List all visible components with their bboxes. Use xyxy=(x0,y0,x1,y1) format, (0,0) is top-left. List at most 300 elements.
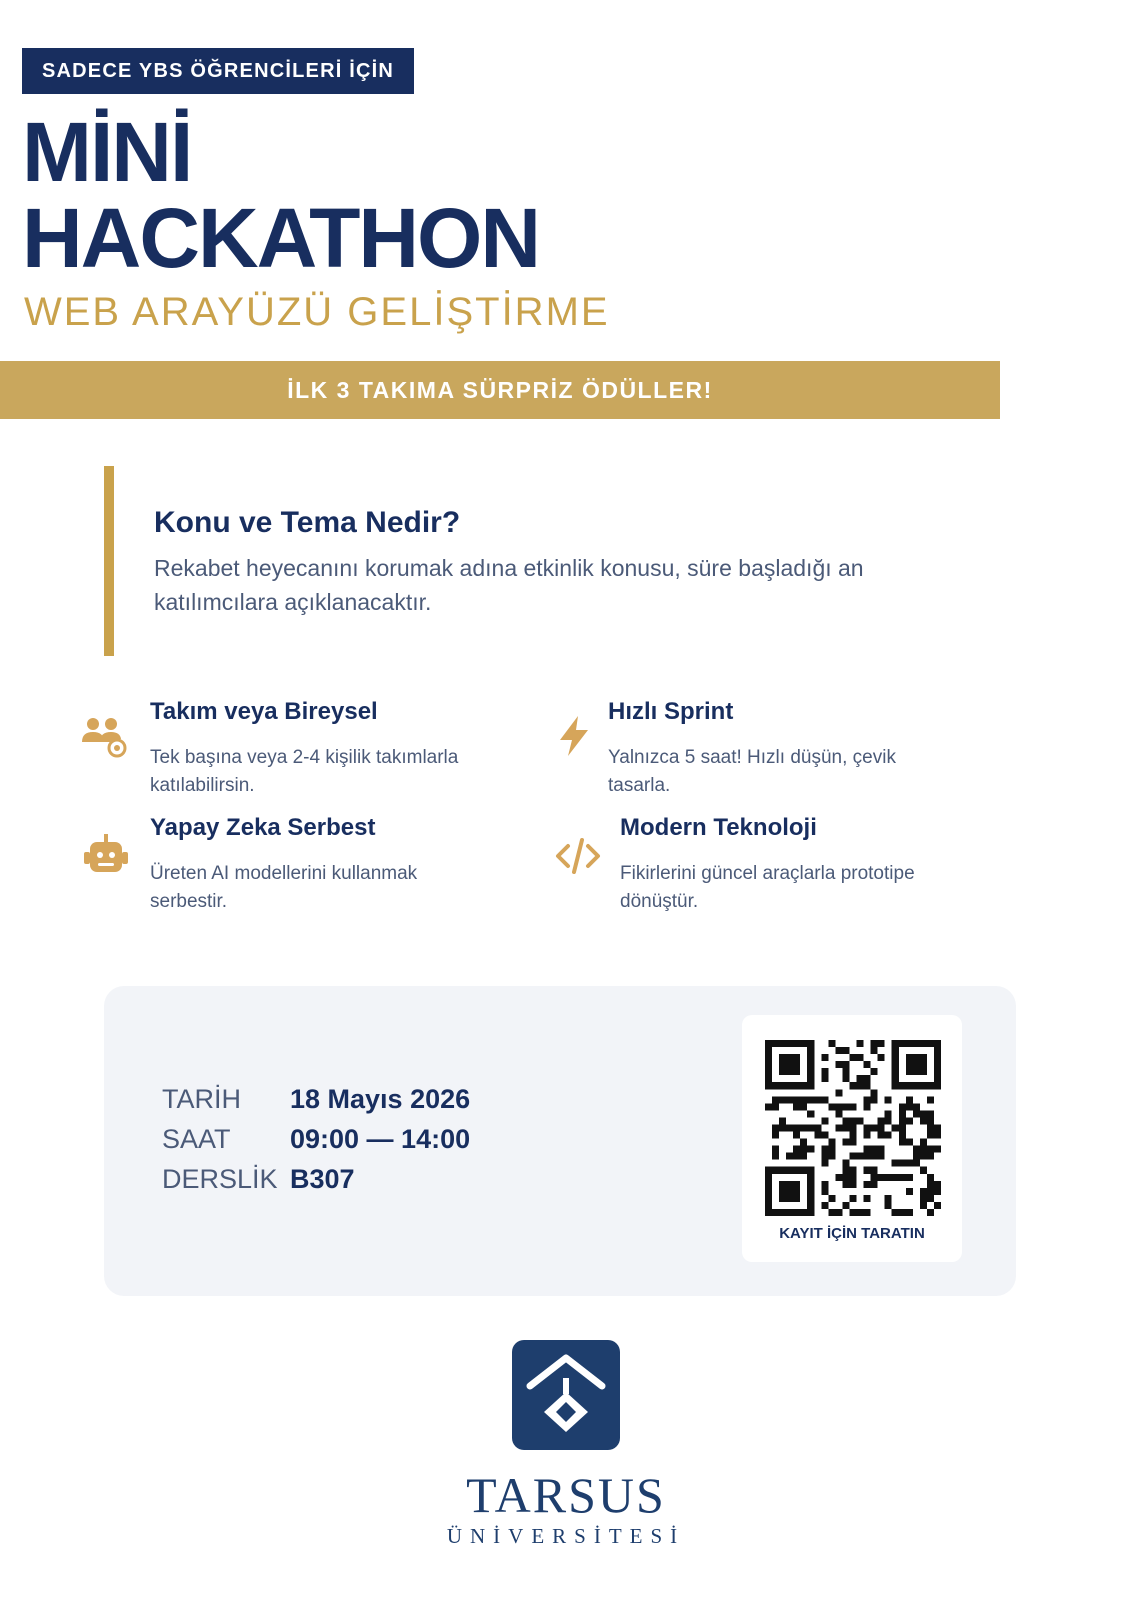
qr-module xyxy=(913,1061,920,1068)
qr-module xyxy=(920,1040,927,1047)
qr-module xyxy=(772,1167,779,1174)
qr-module xyxy=(835,1174,842,1181)
qr-module xyxy=(765,1174,772,1181)
qr-module xyxy=(857,1082,864,1089)
qr-module xyxy=(807,1096,814,1103)
qr-module xyxy=(892,1124,899,1131)
qr-module xyxy=(913,1160,920,1167)
qr-module xyxy=(807,1146,814,1153)
qr-module xyxy=(842,1202,849,1209)
qr-module xyxy=(934,1082,941,1089)
qr-module xyxy=(786,1188,793,1195)
qr-module xyxy=(828,1146,835,1153)
qr-module xyxy=(927,1146,934,1153)
qr-module xyxy=(920,1110,927,1117)
qr-module xyxy=(920,1117,927,1124)
qr-module xyxy=(842,1174,849,1181)
qr-module xyxy=(793,1188,800,1195)
qr-module xyxy=(765,1167,772,1174)
qr-module xyxy=(864,1082,871,1089)
qr-module xyxy=(906,1209,913,1216)
qr-module xyxy=(871,1167,878,1174)
qr-module xyxy=(849,1153,856,1160)
qr-module xyxy=(892,1209,899,1216)
qr-module xyxy=(842,1047,849,1054)
qr-module xyxy=(800,1209,807,1216)
qr-module xyxy=(772,1146,779,1153)
qr-module xyxy=(864,1132,871,1139)
lightning-icon xyxy=(550,712,598,760)
qr-module xyxy=(786,1124,793,1131)
qr-module xyxy=(842,1139,849,1146)
qr-module xyxy=(842,1181,849,1188)
qr-module xyxy=(765,1181,772,1188)
qr-module xyxy=(835,1089,842,1096)
qr-module xyxy=(800,1153,807,1160)
qr-module xyxy=(793,1103,800,1110)
audience-badge: SADECE YBS ÖĞRENCİLERİ İÇİN xyxy=(22,48,414,94)
qr-module xyxy=(864,1167,871,1174)
qr-module xyxy=(871,1146,878,1153)
qr-module xyxy=(786,1082,793,1089)
qr-module xyxy=(835,1047,842,1054)
qr-module xyxy=(814,1132,821,1139)
team-icon xyxy=(80,712,128,760)
qr-module xyxy=(920,1195,927,1202)
qr-module xyxy=(927,1040,934,1047)
topic-description: Rekabet heyecanını korumak adına etkinlik konusu, süre başladığı an katılımcılara açıklanacaktır. xyxy=(154,555,864,615)
qr-module xyxy=(920,1153,927,1160)
qr-module xyxy=(927,1117,934,1124)
qr-module xyxy=(814,1096,821,1103)
qr-module xyxy=(849,1209,856,1216)
qr-module xyxy=(765,1075,772,1082)
qr-module xyxy=(842,1117,849,1124)
qr-module xyxy=(842,1103,849,1110)
qr-module xyxy=(772,1209,779,1216)
qr-module xyxy=(793,1054,800,1061)
room-label: DERSLİK xyxy=(162,1164,278,1194)
qr-module xyxy=(864,1181,871,1188)
qr-module xyxy=(821,1181,828,1188)
qr-module xyxy=(779,1061,786,1068)
qr-module xyxy=(934,1188,941,1195)
qr-module xyxy=(899,1139,906,1146)
qr-module xyxy=(864,1153,871,1160)
qr-module xyxy=(835,1103,842,1110)
qr-module xyxy=(885,1195,892,1202)
qr-module xyxy=(779,1181,786,1188)
qr-module xyxy=(807,1075,814,1082)
qr-module xyxy=(913,1146,920,1153)
qr-module xyxy=(821,1153,828,1160)
qr-module xyxy=(779,1040,786,1047)
qr-module xyxy=(800,1167,807,1174)
robot-icon xyxy=(82,832,130,880)
qr-module xyxy=(807,1124,814,1131)
qr-module xyxy=(800,1096,807,1103)
qr-module xyxy=(892,1160,899,1167)
qr-module xyxy=(807,1195,814,1202)
qr-module xyxy=(920,1068,927,1075)
qr-module xyxy=(878,1146,885,1153)
qr-module xyxy=(934,1075,941,1082)
qr-module xyxy=(864,1075,871,1082)
qr-module xyxy=(885,1202,892,1209)
qr-module xyxy=(765,1202,772,1209)
qr-module xyxy=(920,1202,927,1209)
feature-ai xyxy=(82,832,130,885)
qr-module xyxy=(772,1096,779,1103)
qr-module xyxy=(934,1061,941,1068)
qr-module xyxy=(906,1096,913,1103)
qr-module xyxy=(878,1054,885,1061)
qr-module xyxy=(800,1082,807,1089)
qr-module xyxy=(765,1061,772,1068)
qr-module xyxy=(807,1054,814,1061)
qr-module xyxy=(849,1117,856,1124)
qr-module xyxy=(793,1181,800,1188)
qr-module xyxy=(765,1195,772,1202)
qr-module xyxy=(906,1188,913,1195)
qr-module xyxy=(772,1103,779,1110)
qr-module xyxy=(927,1096,934,1103)
qr-module xyxy=(842,1160,849,1167)
qr-module xyxy=(892,1047,899,1054)
qr-module xyxy=(765,1054,772,1061)
university-name: TARSUS xyxy=(466,1467,666,1523)
university-logo xyxy=(512,1340,620,1450)
feature-sprint-title: Hızlı Sprint xyxy=(608,698,734,725)
qr-module xyxy=(878,1040,885,1047)
qr-module xyxy=(779,1096,786,1103)
qr-module xyxy=(765,1188,772,1195)
qr-caption: KAYIT İÇİN TARATIN xyxy=(779,1225,925,1242)
qr-module xyxy=(899,1117,906,1124)
qr-module xyxy=(786,1068,793,1075)
qr-module xyxy=(828,1209,835,1216)
feature-team-text: Tek başına veya 2-4 kişilik takımlarla katılabilirsin. xyxy=(150,747,459,796)
qr-module xyxy=(857,1075,864,1082)
qr-module xyxy=(772,1153,779,1160)
qr-module xyxy=(842,1068,849,1075)
qr-module xyxy=(849,1132,856,1139)
feature-tech-title: Modern Teknoloji xyxy=(620,814,817,841)
university-subtitle: ÜNİVERSİTESİ xyxy=(446,1524,686,1548)
qr-module xyxy=(892,1082,899,1089)
qr-module xyxy=(871,1047,878,1054)
qr-module xyxy=(779,1167,786,1174)
qr-module xyxy=(849,1181,856,1188)
qr-module xyxy=(821,1202,828,1209)
qr-module xyxy=(779,1188,786,1195)
date-value: 18 Mayıs 2026 xyxy=(290,1084,471,1114)
qr-module xyxy=(899,1103,906,1110)
qr-module xyxy=(927,1082,934,1089)
qr-module xyxy=(807,1188,814,1195)
event-title-line1: MİNİ xyxy=(22,105,192,199)
feature-team-title: Takım veya Bireysel xyxy=(150,698,378,725)
qr-module xyxy=(807,1110,814,1117)
qr-module xyxy=(927,1188,934,1195)
qr-module xyxy=(807,1082,814,1089)
qr-module xyxy=(878,1124,885,1131)
qr-module xyxy=(835,1124,842,1131)
code-icon xyxy=(554,832,602,880)
qr-module xyxy=(772,1082,779,1089)
qr-module xyxy=(793,1061,800,1068)
qr-module xyxy=(821,1146,828,1153)
qr-module xyxy=(772,1124,779,1131)
qr-module xyxy=(793,1082,800,1089)
qr-module xyxy=(807,1068,814,1075)
qr-module xyxy=(934,1132,941,1139)
qr-module xyxy=(885,1132,892,1139)
qr-module xyxy=(786,1167,793,1174)
qr-module xyxy=(807,1202,814,1209)
feature-ai-title: Yapay Zeka Serbest xyxy=(150,814,376,841)
qr-module xyxy=(849,1139,856,1146)
qr-module xyxy=(864,1124,871,1131)
qr-module xyxy=(934,1054,941,1061)
qr-module xyxy=(800,1124,807,1131)
qr-module xyxy=(793,1195,800,1202)
qr-module xyxy=(821,1160,828,1167)
topic-accent-bar xyxy=(104,466,114,656)
qr-module xyxy=(821,1054,828,1061)
qr-module xyxy=(786,1061,793,1068)
qr-module xyxy=(899,1082,906,1089)
registration-qr-code[interactable] xyxy=(765,1040,941,1216)
qr-module xyxy=(793,1124,800,1131)
qr-module xyxy=(934,1124,941,1131)
qr-module xyxy=(913,1054,920,1061)
qr-module xyxy=(828,1139,835,1146)
qr-module xyxy=(934,1202,941,1209)
qr-module xyxy=(772,1132,779,1139)
qr-module xyxy=(871,1089,878,1096)
qr-module xyxy=(934,1040,941,1047)
qr-module xyxy=(927,1132,934,1139)
qr-module xyxy=(899,1209,906,1216)
time-label: SAAT xyxy=(162,1124,231,1154)
qr-module xyxy=(906,1160,913,1167)
qr-module xyxy=(920,1188,927,1195)
qr-module xyxy=(934,1047,941,1054)
qr-module xyxy=(871,1124,878,1131)
qr-module xyxy=(906,1082,913,1089)
feature-team xyxy=(80,712,128,765)
qr-module xyxy=(892,1174,899,1181)
qr-module xyxy=(807,1209,814,1216)
qr-module xyxy=(793,1209,800,1216)
qr-module xyxy=(864,1146,871,1153)
qr-module xyxy=(793,1146,800,1153)
qr-module xyxy=(913,1068,920,1075)
qr-module xyxy=(920,1167,927,1174)
qr-module xyxy=(765,1103,772,1110)
qr-module xyxy=(828,1040,835,1047)
qr-module xyxy=(807,1167,814,1174)
qr-module xyxy=(878,1132,885,1139)
qr-module xyxy=(793,1153,800,1160)
qr-module xyxy=(814,1124,821,1131)
feature-tech xyxy=(554,832,602,885)
qr-module xyxy=(864,1061,871,1068)
qr-module xyxy=(793,1068,800,1075)
qr-module xyxy=(857,1117,864,1124)
qr-module xyxy=(934,1068,941,1075)
topic-heading: Konu ve Tema Nedir? xyxy=(154,506,461,539)
qr-module xyxy=(849,1082,856,1089)
qr-module xyxy=(892,1061,899,1068)
qr-module xyxy=(892,1068,899,1075)
qr-module xyxy=(800,1103,807,1110)
qr-module xyxy=(864,1195,871,1202)
qr-module xyxy=(864,1103,871,1110)
qr-module xyxy=(871,1068,878,1075)
qr-module xyxy=(765,1082,772,1089)
qr-module xyxy=(920,1146,927,1153)
qr-module xyxy=(892,1054,899,1061)
qr-module xyxy=(800,1040,807,1047)
qr-module xyxy=(864,1096,871,1103)
qr-module xyxy=(913,1082,920,1089)
qr-module xyxy=(849,1054,856,1061)
feature-ai-text: Üreten AI modellerini kullanmak serbestir. xyxy=(150,863,418,912)
qr-module xyxy=(906,1174,913,1181)
qr-module xyxy=(857,1040,864,1047)
qr-module xyxy=(913,1110,920,1117)
qr-module xyxy=(821,1117,828,1124)
qr-module xyxy=(779,1068,786,1075)
qr-module xyxy=(906,1117,913,1124)
qr-module xyxy=(878,1153,885,1160)
qr-module xyxy=(849,1195,856,1202)
qr-module xyxy=(899,1174,906,1181)
qr-module xyxy=(807,1061,814,1068)
feature-sprint xyxy=(550,712,598,765)
time-value: 09:00 — 14:00 xyxy=(290,1124,471,1154)
qr-module xyxy=(899,1132,906,1139)
qr-module xyxy=(899,1160,906,1167)
qr-module xyxy=(828,1195,835,1202)
qr-module xyxy=(871,1153,878,1160)
qr-module xyxy=(800,1139,807,1146)
qr-module xyxy=(835,1110,842,1117)
qr-module xyxy=(899,1040,906,1047)
qr-module xyxy=(793,1040,800,1047)
qr-module xyxy=(793,1132,800,1139)
qr-module xyxy=(765,1040,772,1047)
qr-module xyxy=(807,1040,814,1047)
qr-module xyxy=(892,1075,899,1082)
qr-module xyxy=(828,1103,835,1110)
qr-module xyxy=(920,1054,927,1061)
qr-module xyxy=(864,1209,871,1216)
feature-tech-text: Fikirlerini güncel araçlarla prototipe dönüştür. xyxy=(620,863,915,912)
qr-module xyxy=(779,1054,786,1061)
qr-module xyxy=(842,1167,849,1174)
qr-module xyxy=(934,1146,941,1153)
qr-module xyxy=(920,1082,927,1089)
qr-module xyxy=(927,1174,934,1181)
qr-module xyxy=(765,1068,772,1075)
qr-module xyxy=(849,1103,856,1110)
qr-code-icon xyxy=(765,1040,941,1216)
room-value: B307 xyxy=(290,1164,355,1194)
qr-module xyxy=(913,1103,920,1110)
date-label: TARİH xyxy=(162,1084,241,1114)
qr-module xyxy=(913,1153,920,1160)
qr-module xyxy=(786,1040,793,1047)
qr-module xyxy=(821,1075,828,1082)
qr-module xyxy=(906,1040,913,1047)
qr-module xyxy=(828,1153,835,1160)
qr-module xyxy=(857,1054,864,1061)
qr-module xyxy=(849,1124,856,1131)
qr-module xyxy=(927,1209,934,1216)
qr-module xyxy=(765,1209,772,1216)
qr-module xyxy=(899,1124,906,1131)
qr-module xyxy=(906,1054,913,1061)
qr-module xyxy=(927,1124,934,1131)
qr-module xyxy=(885,1117,892,1124)
qr-module xyxy=(927,1181,934,1188)
qr-module xyxy=(765,1047,772,1054)
qr-module xyxy=(800,1146,807,1153)
qr-module xyxy=(786,1195,793,1202)
qr-module xyxy=(934,1181,941,1188)
qr-module xyxy=(786,1096,793,1103)
qr-module xyxy=(871,1174,878,1181)
prize-banner: İLK 3 TAKIMA SÜRPRİZ ÖDÜLLER! xyxy=(0,361,1000,419)
qr-module xyxy=(786,1181,793,1188)
qr-module xyxy=(899,1110,906,1117)
qr-module xyxy=(835,1061,842,1068)
qr-module xyxy=(871,1096,878,1103)
qr-module xyxy=(842,1124,849,1131)
qr-module xyxy=(842,1061,849,1068)
qr-module xyxy=(779,1209,786,1216)
qr-module xyxy=(906,1139,913,1146)
qr-module xyxy=(878,1174,885,1181)
qr-module xyxy=(885,1110,892,1117)
qr-module xyxy=(849,1167,856,1174)
qr-module xyxy=(779,1117,786,1124)
qr-module xyxy=(927,1153,934,1160)
qr-module xyxy=(906,1068,913,1075)
qr-module xyxy=(779,1082,786,1089)
qr-module xyxy=(857,1153,864,1160)
qr-module xyxy=(821,1132,828,1139)
qr-module xyxy=(835,1209,842,1216)
university-emblem-icon xyxy=(512,1340,620,1450)
qr-module xyxy=(849,1174,856,1181)
qr-module xyxy=(920,1061,927,1068)
qr-module xyxy=(927,1110,934,1117)
qr-module xyxy=(885,1174,892,1181)
qr-module xyxy=(885,1096,892,1103)
qr-module xyxy=(793,1167,800,1174)
qr-module xyxy=(871,1181,878,1188)
qr-module xyxy=(913,1040,920,1047)
qr-module xyxy=(793,1096,800,1103)
feature-sprint-text: Yalnızca 5 saat! Hızlı düşün, çevik tasarla. xyxy=(608,747,896,796)
qr-module xyxy=(786,1153,793,1160)
qr-module xyxy=(772,1040,779,1047)
qr-module xyxy=(807,1174,814,1181)
